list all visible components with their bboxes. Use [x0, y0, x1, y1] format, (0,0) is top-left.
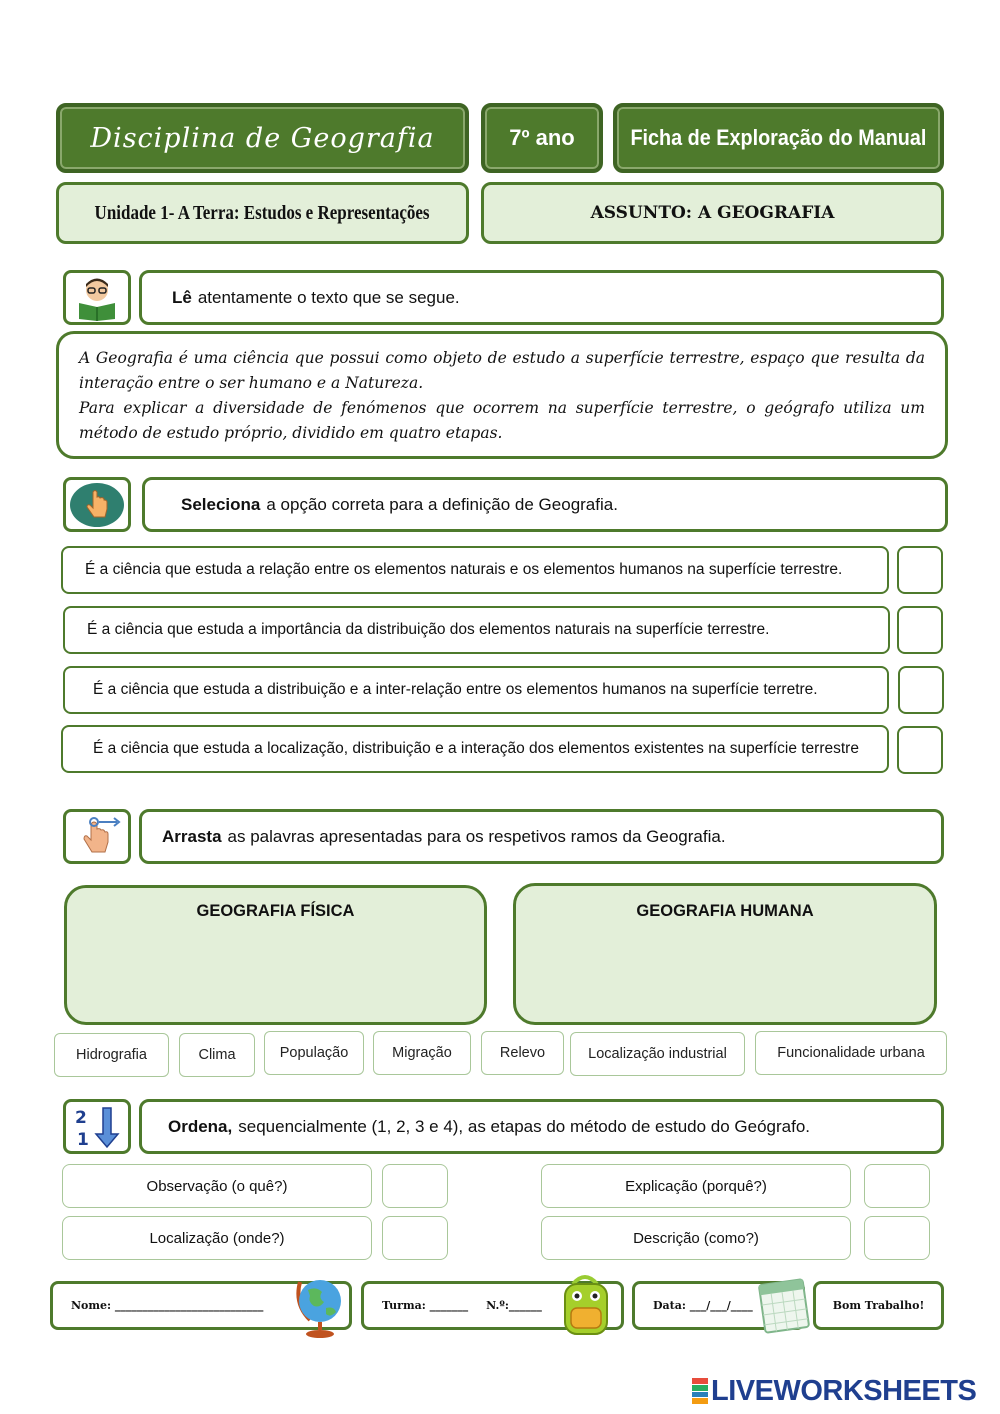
- footer-date-label: Data: ___/___/____: [653, 1299, 753, 1312]
- read-instruction: [139, 270, 944, 325]
- live-letter-l: [692, 1378, 708, 1384]
- step-descricao: Descrição (como?): [541, 1216, 851, 1260]
- option-1-checkbox[interactable]: [897, 546, 943, 594]
- pointing-hand-icon: [69, 482, 125, 528]
- drag-instruction: [139, 809, 944, 864]
- reader-icon: [71, 275, 123, 321]
- discipline-title: Disciplina de Geografia: [90, 122, 435, 154]
- sort-digit-1: 1: [77, 1129, 89, 1150]
- order-instruction-bold: Ordena,: [168, 1116, 233, 1136]
- option-1: [61, 546, 889, 594]
- liveworksheets-wordmark: LIVEWORKSHEETS: [711, 1374, 977, 1407]
- sort-numeric-icon: [69, 1104, 125, 1150]
- backpack-icon: [555, 1274, 617, 1340]
- footer-class-label: Turma: _______: [382, 1299, 469, 1312]
- footer-good-work-label: Bom Trabalho!: [832, 1299, 925, 1312]
- unit-label: Unidade 1- A Terra: Estudos e Representações: [95, 201, 430, 224]
- live-letter-v: [692, 1392, 708, 1398]
- globe-icon: [292, 1274, 348, 1340]
- footer-good-work-box: [813, 1281, 944, 1330]
- select-instruction-bold: Seleciona: [181, 494, 261, 514]
- worksheet-type-banner: [613, 103, 944, 173]
- drop-zone-human-title: GEOGRAFIA HUMANA: [636, 902, 814, 920]
- worksheet-type-label: Ficha de Exploração do Manual: [630, 125, 927, 150]
- word-localizacao-industrial[interactable]: Localização industrial: [570, 1032, 745, 1076]
- unit-banner: [56, 182, 469, 244]
- footer-name-label: Nome: ___________________________: [71, 1299, 264, 1312]
- step-explicacao-input[interactable]: [864, 1164, 930, 1208]
- option-2-text: É a ciência que estuda a importância da distribuição dos elementos naturais na superfície terrestre.: [87, 621, 770, 638]
- subject-banner: [481, 182, 944, 244]
- step-localizacao-input[interactable]: [382, 1216, 448, 1260]
- reading-paragraph-1: A Geografia é uma ciência que possui como objeto de estudo a superfície terrestre, espaço que resulta da interação entre o ser humano e a Natureza.: [79, 349, 925, 392]
- read-instruction-text: atentamente o texto que se segue.: [197, 287, 460, 307]
- step-localizacao: Localização (onde?): [62, 1216, 372, 1260]
- footer-number-label: N.º:______: [486, 1299, 542, 1312]
- select-icon-box: [63, 477, 131, 532]
- word-funcionalidade-urbana[interactable]: Funcionalidade urbana: [755, 1031, 947, 1075]
- drop-zone-physical[interactable]: [64, 885, 487, 1025]
- grade-banner: [481, 103, 603, 173]
- option-3: [63, 666, 889, 714]
- drag-icon-box: [63, 809, 131, 864]
- discipline-banner: [56, 103, 469, 173]
- order-icon-box: [63, 1099, 131, 1154]
- live-letter-e: [692, 1398, 708, 1404]
- reading-paragraph-2: Para explicar a diversidade de fenómenos que ocorrem na superfície terrestre, o geógrafo utiliza um método de estudo próprio, dividido em quatro etapas.: [79, 399, 925, 442]
- read-instruction-bold: Lê: [172, 287, 192, 307]
- drag-instruction-text: as palavras apresentadas para os respetivos ramos da Geografia.: [227, 826, 726, 846]
- order-instruction-text: sequencialmente (1, 2, 3 e 4), as etapas do método de estudo do Geógrafo.: [238, 1116, 811, 1136]
- select-instruction-text: a opção correta para a definição de Geografia.: [266, 494, 618, 514]
- step-observacao-input[interactable]: [382, 1164, 448, 1208]
- grade-label: 7º ano: [509, 125, 575, 150]
- word-populacao[interactable]: População: [264, 1031, 364, 1075]
- option-4-checkbox[interactable]: [897, 726, 943, 774]
- option-4: [61, 725, 889, 773]
- step-explicacao: Explicação (porquê?): [541, 1164, 851, 1208]
- word-hidrografia[interactable]: Hidrografia: [54, 1033, 169, 1077]
- reading-icon-box: [63, 270, 131, 325]
- word-migracao[interactable]: Migração: [373, 1031, 471, 1075]
- drag-hand-icon: [69, 814, 125, 860]
- live-letters-icon: [692, 1378, 708, 1404]
- drag-instruction-bold: Arrasta: [162, 826, 222, 846]
- calendar-icon: [756, 1274, 812, 1336]
- reading-text-box: [56, 331, 948, 459]
- word-relevo[interactable]: Relevo: [481, 1031, 564, 1075]
- drop-zone-physical-title: GEOGRAFIA FÍSICA: [196, 902, 355, 920]
- word-clima[interactable]: Clima: [179, 1033, 255, 1077]
- sort-digit-2: 2: [75, 1107, 87, 1128]
- liveworksheets-logo: [692, 1376, 992, 1406]
- step-observacao: Observação (o quê?): [62, 1164, 372, 1208]
- option-3-checkbox[interactable]: [898, 666, 944, 714]
- option-1-text: É a ciência que estuda a relação entre os elementos naturais e os elementos humanos na superfície terrestre.: [85, 561, 843, 578]
- order-instruction: [139, 1099, 944, 1154]
- option-4-text: É a ciência que estuda a localização, distribuição e a interação dos elementos existentes na superfície terrestre: [93, 740, 859, 757]
- live-letter-i: [692, 1385, 708, 1391]
- subject-label: ASSUNTO: A GEOGRAFIA: [590, 203, 835, 223]
- option-2: [63, 606, 890, 654]
- step-descricao-input[interactable]: [864, 1216, 930, 1260]
- drop-zone-human[interactable]: [513, 883, 937, 1025]
- option-2-checkbox[interactable]: [897, 606, 943, 654]
- option-3-text: É a ciência que estuda a distribuição e a inter-relação entre os elementos humanos na superfície terretre.: [93, 681, 818, 698]
- select-instruction: [142, 477, 948, 532]
